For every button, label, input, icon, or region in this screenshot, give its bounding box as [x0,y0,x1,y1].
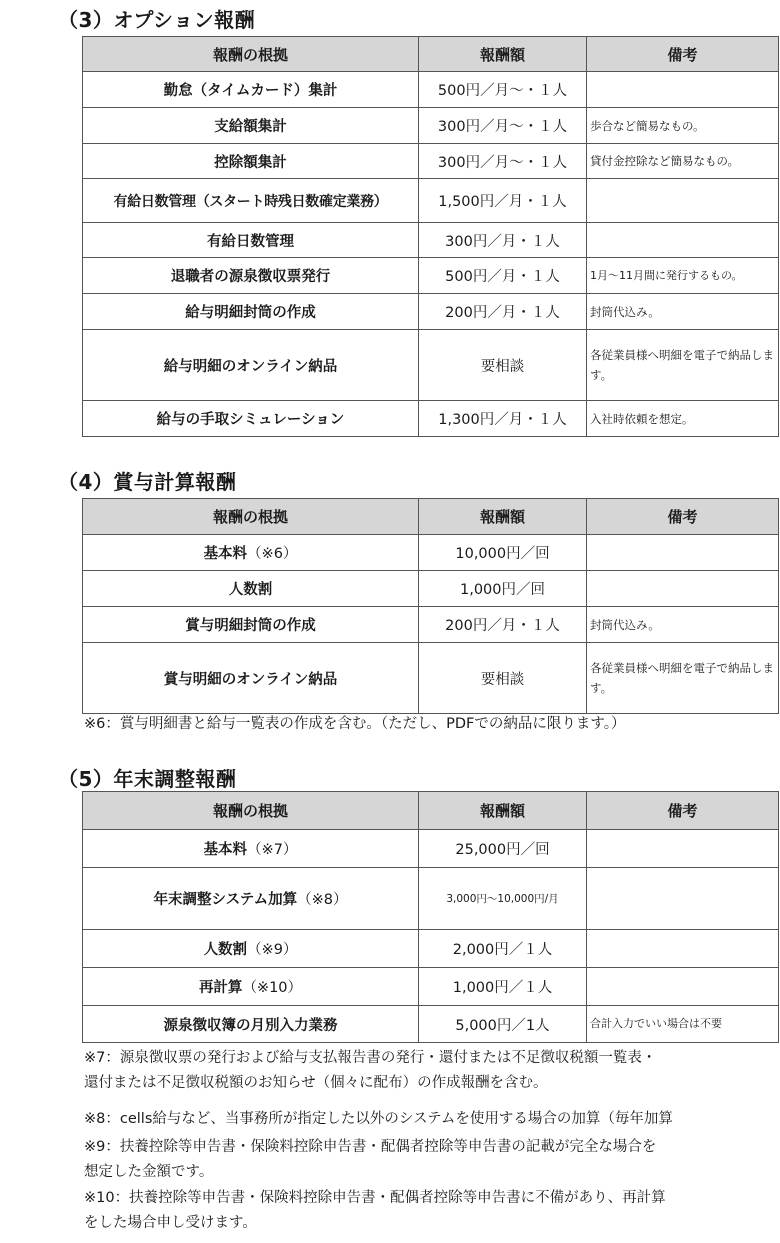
option-fee-table [82,36,779,437]
col-basis: 報酬の根拠 [83,499,419,535]
basis-label: 源泉徴収簿の月別入力業務 [163,1017,338,1034]
table-row [83,258,779,294]
remarks-cell [587,830,779,868]
basis-cell: 賞与明細封筒の作成 [83,607,419,643]
footnote-ref: （※10） [242,980,303,996]
table-header [83,499,779,535]
section-4-title: （4）賞与計算報酬 [58,470,237,494]
amount-cell: 10,000円／回 [419,535,587,571]
remarks-cell [587,868,779,930]
amount-cell: 200円／月・１人 [419,607,587,643]
amount-cell: 5,000円／1人 [419,1006,587,1043]
remarks-cell [587,535,779,571]
remarks-cell [587,72,779,108]
remarks-cell: 封筒代込み。 [587,294,779,330]
table-header [83,792,779,830]
table-row [83,294,779,330]
footnote-6: ※6：賞与明細書と給与一覧表の作成を含む。（ただし、PDFでの納品に限ります。） [84,716,626,732]
basis-cell: 退職者の源泉徴収票発行 [83,258,419,294]
amount-cell: 2,000円／１人 [419,930,587,968]
amount-cell: 25,000円／回 [419,830,587,868]
remarks-cell [587,571,779,607]
table-row [83,607,779,643]
basis-cell: 勤怠（タイムカード）集計 [83,72,419,108]
col-amount: 報酬額 [419,792,587,830]
year-end-fee-table [82,791,779,1043]
amount-cell: 1,000円／回 [419,571,587,607]
amount-cell: 500円／月・１人 [419,258,587,294]
col-remarks: 備考 [587,792,779,830]
col-amount: 報酬額 [419,499,587,535]
bonus-fee-table [82,498,779,714]
table-row [83,535,779,571]
basis-cell [83,930,419,968]
basis-cell: 有給日数管理 [83,223,419,258]
table-row [83,223,779,258]
amount-cell: 1,000円／１人 [419,968,587,1006]
remarks-cell: 封筒代込み。 [587,607,779,643]
footnote-8: ※8：cells給与など、当事務所が指定した以外のシステムを使用する場合の加算（毎年加算 [84,1111,673,1127]
remarks-cell: 各従業員様へ明細を電子で納品します。 [587,330,779,401]
basis-label: 年末調整システム加算 [153,892,298,908]
remarks-cell: 1月～11月間に発行するもの。 [587,258,779,294]
col-remarks: 備考 [587,499,779,535]
basis-cell [83,968,419,1006]
amount-cell: 1,300円／月・１人 [419,401,587,437]
basis-cell [83,1006,419,1043]
basis-cell: 給与明細封筒の作成 [83,294,419,330]
amount-cell: 要相談 [419,643,587,714]
amount-cell: 200円／月・１人 [419,294,587,330]
amount-cell: 3,000円～10,000円/月 [419,868,587,930]
table-row [83,968,779,1006]
footnote-9-line2: 想定した金額です。 [84,1164,214,1180]
table-row [83,571,779,607]
table-row [83,1006,779,1043]
footnote-ref: （※9） [247,942,298,958]
table-row [83,330,779,401]
remarks-cell: 各従業員様へ明細を電子で納品します。 [587,643,779,714]
amount-cell: 500円／月～・１人 [419,72,587,108]
amount-cell: 300円／月・１人 [419,223,587,258]
basis-label: 人数割 [203,942,248,958]
basis-cell [83,830,419,868]
footnote-9-line1: ※9：扶養控除等申告書・保険料控除申告書・配偶者控除等申告書の記載が完全な場合を [84,1139,657,1155]
table-row [83,72,779,108]
footnote-7-line1: ※7：源泉徴収票の発行および給与支払報告書の発行・還付または不足徴収税額一覧表・ [84,1050,657,1066]
col-basis: 報酬の根拠 [83,792,419,830]
col-amount: 報酬額 [419,37,587,72]
basis-cell: 支給額集計 [83,108,419,144]
basis-cell: 人数割 [83,571,419,607]
basis-cell [83,535,419,571]
remarks-cell: 合計入力でいい場合は不要 [587,1006,779,1043]
amount-cell: 要相談 [419,330,587,401]
basis-label: 基本料 [203,842,248,858]
remarks-cell: 貸付金控除など簡易なもの。 [587,144,779,179]
footnote-ref: （※7） [247,842,298,858]
section-3-title: （3）オプション報酬 [58,8,256,32]
remarks-cell [587,930,779,968]
table-row [83,401,779,437]
table-row [83,868,779,930]
footnote-10-line2: をした場合申し受けます。 [84,1215,257,1231]
remarks-cell: 入社時依頼を想定。 [587,401,779,437]
amount-cell: 1,500円／月・１人 [419,179,587,223]
remarks-cell [587,223,779,258]
amount-cell: 300円／月～・１人 [419,108,587,144]
table-row [83,144,779,179]
footnote-10-line1: ※10：扶養控除等申告書・保険料控除申告書・配偶者控除等申告書に不備があり、再計算 [84,1190,666,1206]
col-remarks: 備考 [587,37,779,72]
basis-cell [83,868,419,930]
remarks-cell: 歩合など簡易なもの。 [587,108,779,144]
basis-cell: 給与の手取シミュレーション [83,401,419,437]
table-row [83,643,779,714]
table-header [83,37,779,72]
table-row [83,830,779,868]
basis-cell: 有給日数管理（スタート時残日数確定業務） [83,179,419,223]
remarks-cell [587,179,779,223]
amount-cell: 300円／月～・１人 [419,144,587,179]
basis-cell: 給与明細のオンライン納品 [83,330,419,401]
table-row [83,108,779,144]
col-basis: 報酬の根拠 [83,37,419,72]
section-5-title: （5）年末調整報酬 [58,767,237,791]
footnote-ref: （※6） [247,546,298,562]
footnote-ref: （※8） [297,892,348,908]
table-row [83,179,779,223]
basis-cell: 控除額集計 [83,144,419,179]
basis-label: 再計算 [198,980,243,996]
table-row [83,930,779,968]
footnote-7-line2: 還付または不足徴収税額のお知らせ（個々に配布）の作成報酬を含む。 [84,1075,548,1091]
remarks-cell [587,968,779,1006]
basis-cell: 賞与明細のオンライン納品 [83,643,419,714]
basis-label: 基本料 [203,546,248,562]
